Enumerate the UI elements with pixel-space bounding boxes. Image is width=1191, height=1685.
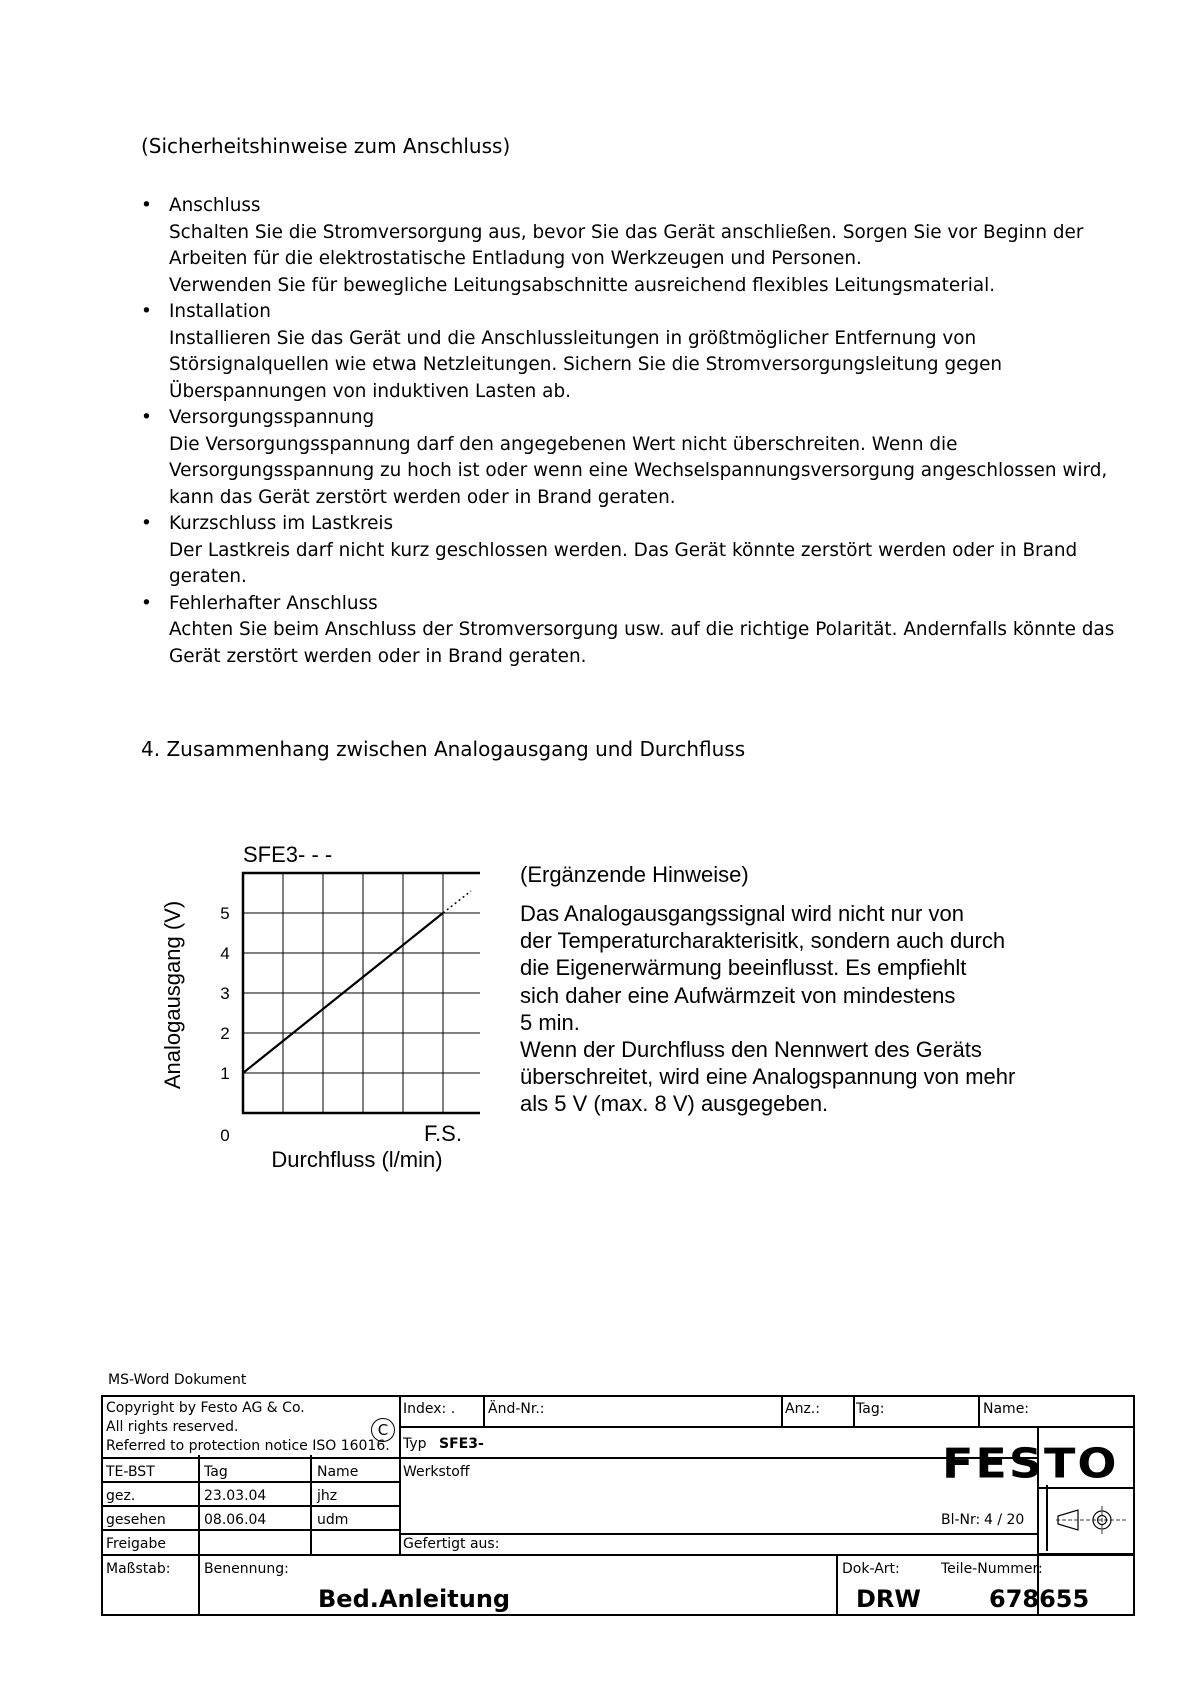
typ-value: SFE3- [439,1436,484,1452]
supplementary-notes [520,862,1080,1118]
bullet-icon: • [141,407,152,428]
bullet-icon: • [141,195,152,216]
y-tick-label: 3 [220,984,230,1003]
teile-value: 678655 [989,1585,1090,1613]
row-gesehen-label: gesehen [106,1512,166,1528]
bullet-icon: • [141,592,152,614]
x-tick-label: F.S. [424,1121,462,1146]
typ-label: Typ [403,1436,427,1452]
row-gez-tag: 23.03.04 [204,1488,267,1504]
blnr-value: 4 / 20 [984,1512,1025,1528]
tag-label: Tag: [856,1401,885,1417]
y-tick-label: 5 [220,904,230,923]
chart-ylabel: Analogausgang (V) [160,900,185,1090]
overrange-line [443,891,471,913]
row-gez-label: gez. [106,1488,136,1504]
blnr-label: Bl-Nr: [941,1512,981,1528]
chart-y-ticks [220,904,229,1083]
safety-item-text: Überspannungen von induktiven Lasten ab. [169,380,571,402]
anz-label: Anz.: [785,1401,820,1417]
index-label: Index: . [403,1401,456,1417]
section4-heading: 4. Zusammenhang zwischen Analogausgang und Durchfluss [141,737,746,761]
benennung-value: Bed.Anleitung [318,1585,511,1613]
festo-logo: FESTO [942,1438,1119,1488]
title-block [101,1395,1135,1616]
safety-item [141,193,1141,299]
row-freigabe-label: Freigabe [106,1536,166,1552]
notes-title: (Ergänzende Hinweise) [520,862,749,887]
werkstoff-label: Werkstoff [403,1464,470,1480]
notes-line: Wenn der Durchfluss den Nennwert des Geräts [520,1037,982,1063]
chart-series [243,891,471,1073]
notes-line: sich daher eine Aufwärmzeit von mindestens [520,982,956,1008]
bullet-icon: • [141,513,152,534]
chart-grid [243,873,480,1113]
notes-line: die Eigenerwärmung beeinflusst. Es empfiehlt [520,955,967,981]
chart-x-ticks [220,1121,462,1146]
teile-label: Teile-Nummer: [941,1561,1043,1577]
safety-item-text: Der Lastkreis darf nicht kurz geschlossen werden. Das Gerät könnte zerstört werden oder in Brand [169,539,1078,561]
benennung-label: Benennung: [204,1561,289,1577]
safety-item-text: Gerät zerstört werden oder in Brand geraten. [169,645,587,667]
safety-item-text: Installieren Sie das Gerät und die Anschlussleitungen in größtmöglicher Entfernung von [169,327,977,349]
y-tick-label: 2 [220,1024,230,1043]
safety-item-text: geraten. [169,566,247,587]
gefertigt-label: Gefertigt aus: [403,1536,500,1552]
dept-label: TE-BST [106,1464,155,1480]
safety-item [141,299,1141,405]
col-tag-label: Tag [204,1464,228,1480]
y-tick-label: 1 [220,1064,230,1083]
safety-item [141,511,1141,591]
dokart-label: Dok-Art: [842,1561,900,1577]
safety-item-title: Anschluss [169,195,261,216]
safety-item [141,591,1141,671]
safety-item-title: Installation [169,301,271,322]
row-gesehen-tag: 08.06.04 [204,1512,267,1528]
safety-item-text: Verwenden Sie für bewegliche Leitungsabschnitte ausreichend flexibles Leitungsmaterial. [169,274,996,296]
aend-label: Änd-Nr.: [488,1401,545,1417]
safety-item-text: Störsignalquellen wie etwa Netzleitungen. Sichern Sie die Stromversorgungsleitung gegen [169,354,1003,375]
safety-item-text: Achten Sie beim Anschluss der Stromversorgung usw. auf die richtige Polarität. Andernfalls könnte das [169,619,1115,640]
dokart-value: DRW [856,1585,921,1613]
copyright-line-2: All rights reserved. [106,1419,239,1435]
row-gez-name: jhz [317,1488,338,1504]
safety-item-title: Versorgungsspannung [169,407,375,428]
safety-item-text: Arbeiten für die elektrostatische Entladung von Werkzeugen und Personen. [169,248,862,269]
safety-item-title: Kurzschluss im Lastkreis [169,513,394,534]
safety-item-text: Schalten Sie die Stromversorgung aus, bevor Sie das Gerät anschließen. Sorgen Sie vor Beginn der [169,221,1084,243]
notes-line: überschreitet, wird eine Analogspannung von mehr [520,1064,1016,1090]
notes-body [520,900,1080,1118]
col-name-label: Name [317,1464,359,1480]
notes-line: 5 min. [520,1009,580,1035]
massstab-label: Maßstab: [106,1561,171,1577]
copyright-line-1: Copyright by Festo AG & Co. [106,1400,305,1416]
projection-symbol-icon [1056,1506,1126,1534]
chart-xlabel: Durchfluss (l/min) [271,1147,443,1172]
safety-list [141,193,1141,670]
safety-item [141,405,1141,511]
x-tick-label: 0 [220,1126,230,1145]
notes-line: Das Analogausgangssignal wird nicht nur von [520,901,964,926]
safety-item-text: Die Versorgungsspannung darf den angegebenen Wert nicht überschreiten. Wenn die [169,433,958,455]
row-gesehen-name: udm [317,1512,349,1528]
bullet-icon: • [141,301,152,322]
notes-line: als 5 V (max. 8 V) ausgegeben. [520,1091,829,1117]
safety-item-text: Versorgungsspannung zu hoch ist oder wenn eine Wechselspannungsversorgung angeschlossen wird, [169,460,1108,481]
name-label: Name: [983,1401,1030,1417]
chart-title: SFE3- - - [243,842,333,867]
y-tick-label: 4 [220,944,230,963]
doc-type-label: MS-Word Dokument [108,1372,247,1388]
safety-item-text: kann das Gerät zerstört werden oder in Brand geraten. [169,486,676,508]
safety-item-title: Fehlerhafter Anschluss [169,592,378,614]
analog-output-chart [150,835,480,1175]
safety-heading: (Sicherheitshinweise zum Anschluss) [141,134,511,158]
copyright-symbol: C [371,1418,395,1442]
notes-line: der Temperaturcharakterisitk, sondern auch durch [520,928,1006,954]
copyright-line-3: Referred to protection notice ISO 16016. [106,1438,390,1454]
